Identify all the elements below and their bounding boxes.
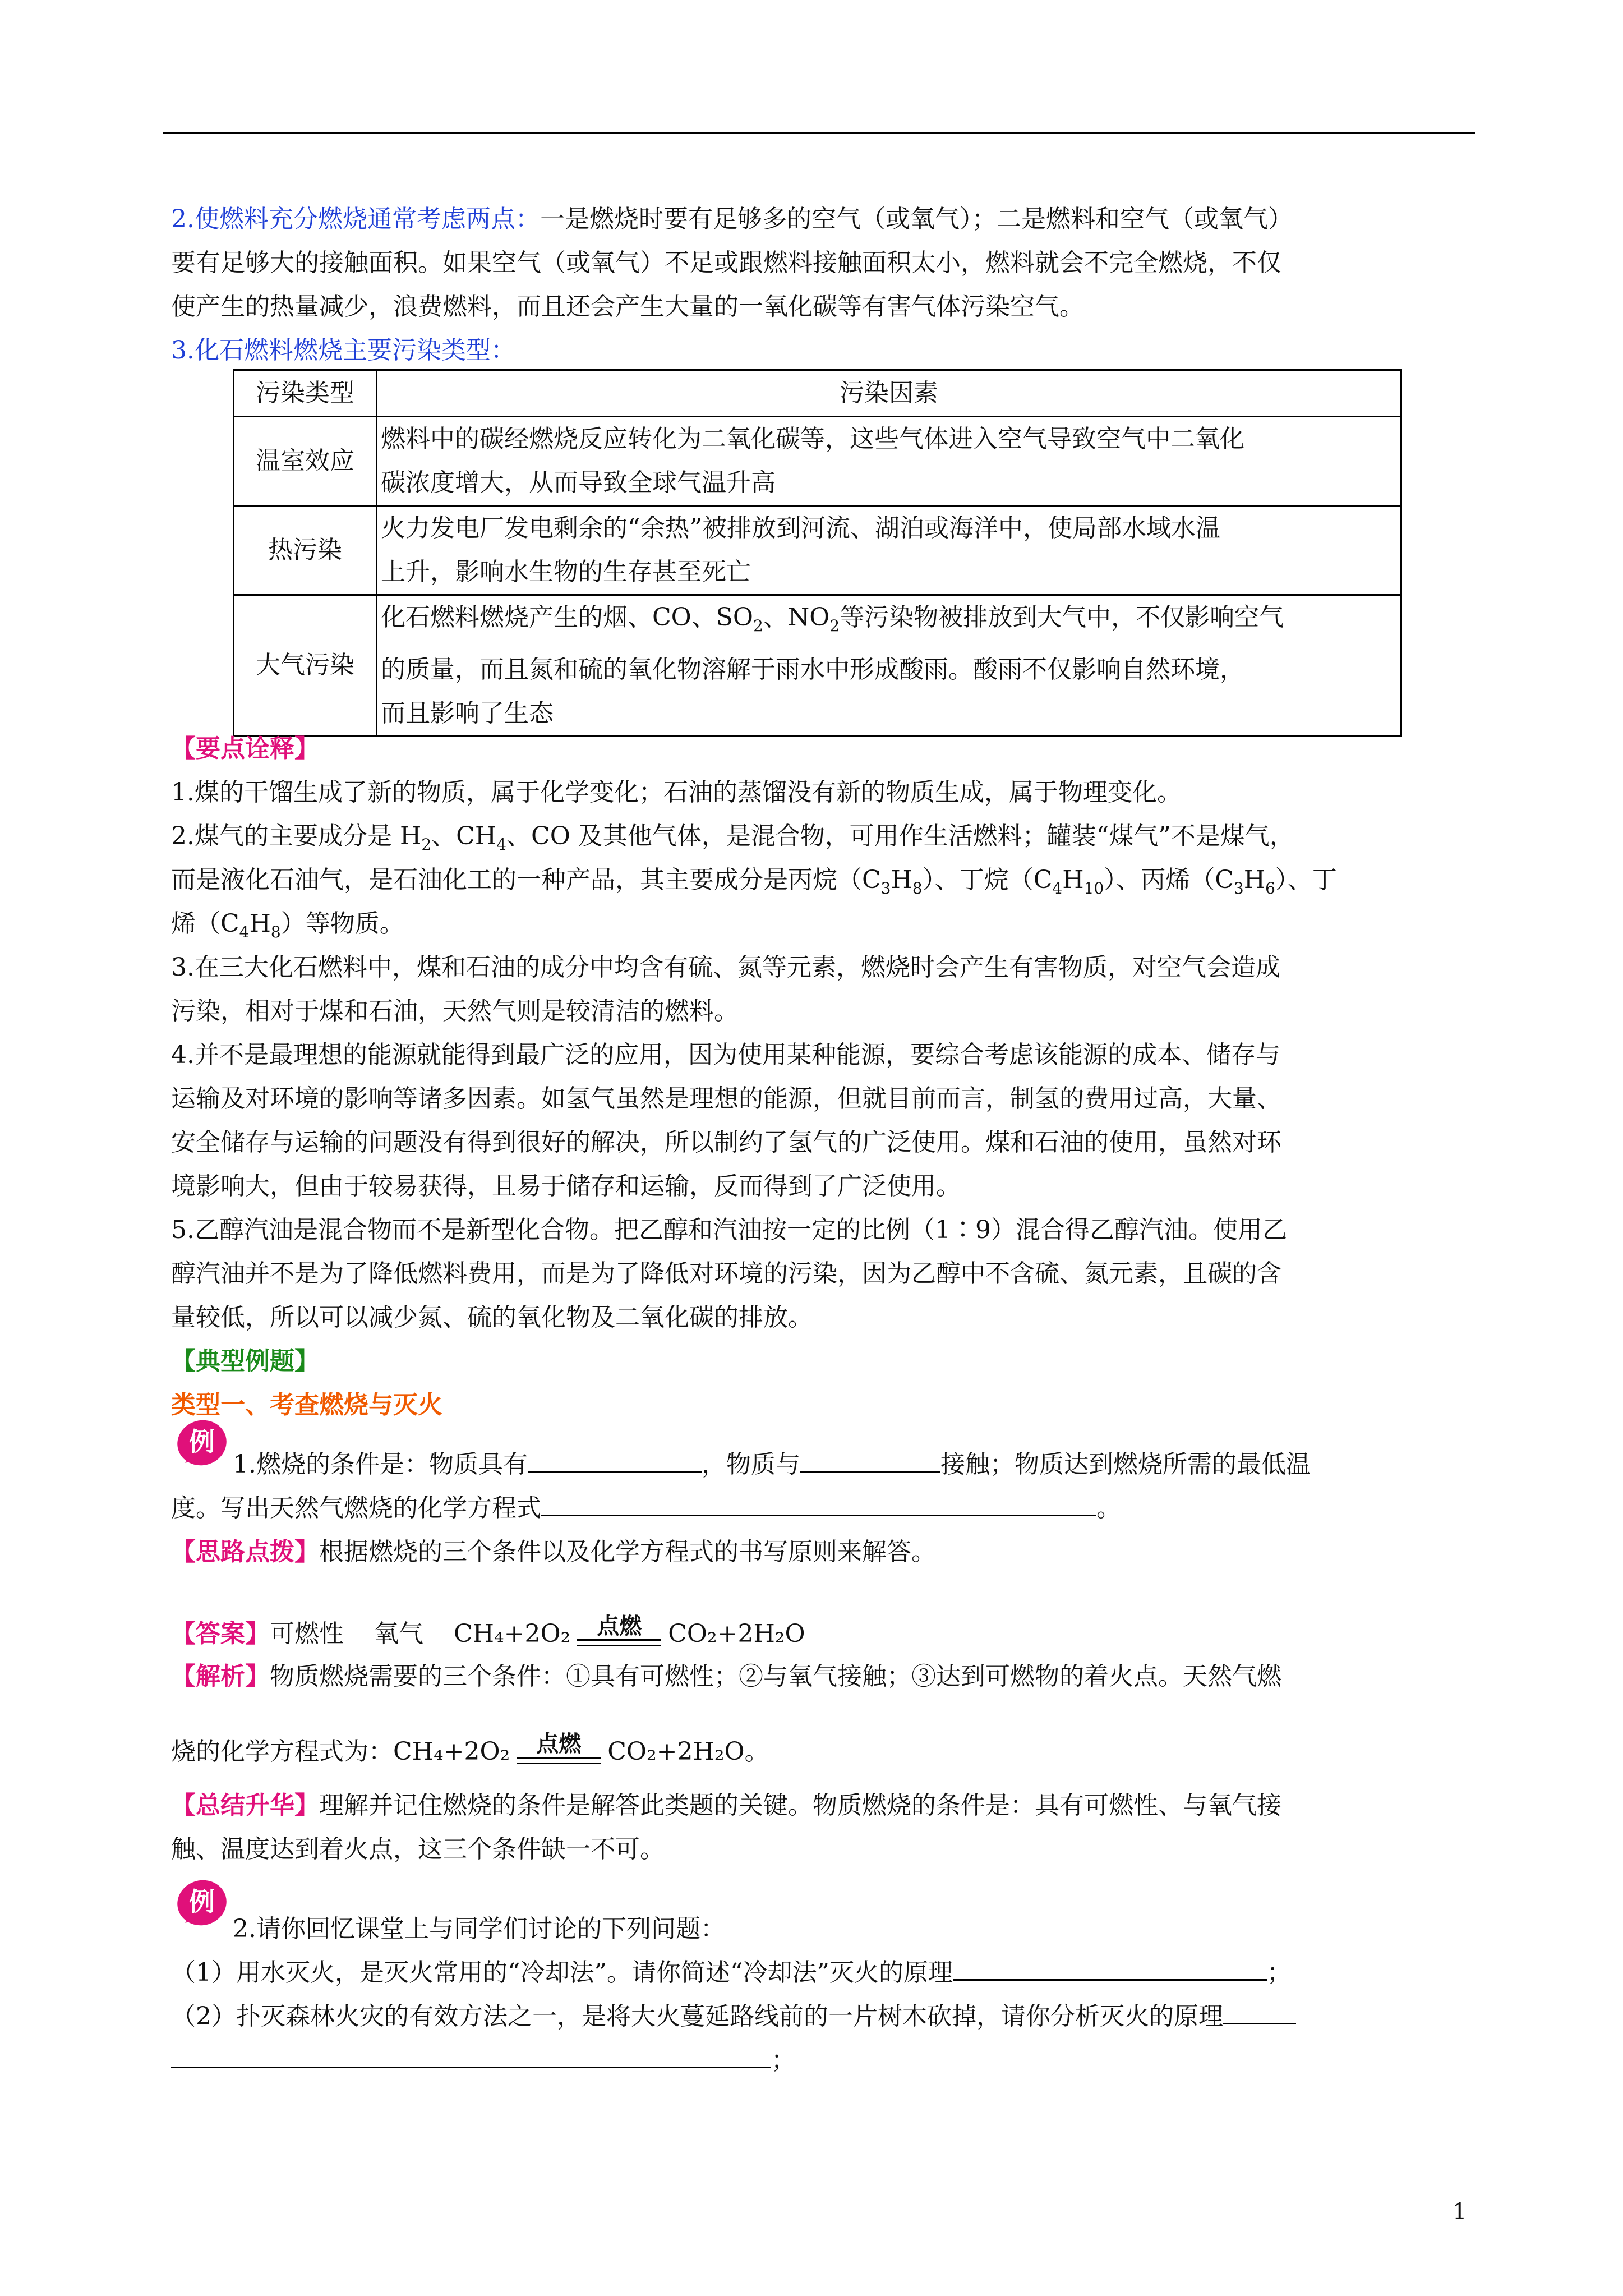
hint-text: 根据燃烧的三个条件以及化学方程式的书写原则来解答。 [319,1538,936,1566]
hint-label: 【思路点拨】 [171,1538,319,1566]
equation-arrow: 点燃 [577,1619,661,1653]
table-row [234,595,1401,737]
table-header-factor: 污染因素 [377,370,1401,417]
point2-label: 2.使燃料充分燃烧通常考虑两点： [171,205,540,233]
explain-p4-line1: 4.并不是最理想的能源就能得到最广泛的应用，因为使用某种能源，要综合考虑该能源的成本、储存与 [171,1041,1280,1069]
summary-line2: 触、温度达到着火点，这三个条件缺一不可。 [171,1835,665,1864]
table-cell-type: 大气污染 [234,595,377,737]
point2-text1: 一是燃烧时要有足够多的空气（或氧气）；二是燃料和空气（或氧气） [540,205,1293,233]
svg-text:例: 例 [189,1427,215,1457]
q2-line: 2.请你回忆课堂上与同学们讨论的下列问题： [233,1915,725,1943]
table-cell-type: 温室效应 [234,417,377,506]
cell-line: 的质量，而且氮和硫的氧化物溶解于雨水中形成酸雨。酸雨不仅影响自然环境， [381,655,1244,684]
q1-line1: 1.燃烧的条件是：物质具有 ，物质与 接触；物质达到燃烧所需的最低温 [171,1443,1478,1487]
explain-p4-line3: 安全储存与运输的问题没有得到很好的解决，所以制约了氢气的广泛使用。煤和石油的使用，虽然对环 [171,1128,1281,1157]
equation-right: CO₂+2H₂O [668,1619,805,1648]
cell-line: 碳浓度增大，从而导致全球气温升高 [381,468,776,497]
table-cell-type: 热污染 [234,506,377,595]
explain-p3-line1: 3.在三大化石燃料中，煤和石油的成分中均含有硫、氮等元素，燃烧时会产生有害物质，对空气会造成 [171,953,1280,982]
explain-p4-line2: 运输及对环境的影响等诸多因素。如氢气虽然是理想的能源，但就目前而言，制氢的费用过高，大量、 [171,1084,1281,1113]
cell-line: 燃料中的碳经燃烧反应转化为二氧化碳等，这些气体进入空气导致空气中二氧化 [381,425,1244,453]
equation-arrow: 点燃 [517,1737,601,1770]
pollution-table [233,369,1402,737]
table-header-type: 污染类型 [234,370,377,417]
explain-p5-line2: 醇汽油并不是为了降低燃料费用，而是为了降低对环境的污染，因为乙醇中不含硫、氮元素，且碳的含 [171,1259,1281,1288]
page-number: 1 [1453,2199,1467,2225]
table-header-row [234,370,1401,417]
cell-line: 火力发电厂发电剩余的“余热”被排放到河流、湖泊或海洋中，使局部水域水温 [381,514,1220,542]
point2-line1 [171,197,1478,241]
point2-line3: 使产生的热量减少，浪费燃料，而且还会产生大量的一氧化碳等有害气体污染空气。 [171,292,1084,321]
explain-p5-line1: 5.乙醇汽油是混合物而不是新型化合物。把乙醇和汽油按一定的比例（1∶9）混合得乙醇汽油。使用乙 [171,1216,1287,1244]
hint-line [171,1530,1478,1574]
table-cell-factor [377,595,1401,737]
summary-label: 【总结升华】 [171,1791,319,1820]
q2a-line: （1）用水灭火，是灭火常用的“冷却法”。请你简述“冷却法”灭火的原理 ； [171,1951,1478,1995]
analysis-label: 【解析】 [171,1662,270,1691]
answer-label: 【答案】 [171,1619,270,1648]
explain-p5-line3: 量较低，所以可以减少氮、硫的氧化物及二氧化碳的排放。 [171,1303,813,1332]
answer-2: 氧气 [374,1619,423,1648]
svg-text:例: 例 [189,1887,215,1917]
equation-left: CH₄+2O₂ [454,1619,571,1648]
explain-p1: 1.煤的干馏生成了新的物质，属于化学变化；石油的蒸馏没有新的物质生成，属于物理变化。 [171,778,1182,807]
q2b-line2: ； [171,2039,1478,2082]
type1-heading: 类型一、考查燃烧与灭火 [171,1391,442,1419]
cell-line: 上升，影响水生物的生存甚至死亡 [381,558,751,586]
q2b-blank1[interactable] [1223,1998,1296,2024]
summary-line1: 【总结升华】理解并记住燃烧的条件是解答此类题的关键。物质燃烧的条件是：具有可燃性、与氧气接 [171,1791,1281,1820]
explain-p2-line1: 2.煤气的主要成分是 $H_2$、$CH_4$、CO 及其他气体，是混合物，可用作生活燃料；罐装“煤气”不是煤气， [171,822,1294,854]
q1-blank2[interactable] [800,1446,940,1473]
q2b-line: （2）扑灭森林火灾的有效方法之一，是将大火蔓延路线前的一片树木砍掉，请你分析灭火的原理 [171,1995,1478,2039]
table-cell-factor [377,506,1401,595]
q1-blank1[interactable] [528,1446,702,1473]
q2b-blank2[interactable] [171,2042,771,2068]
cell-line: 而且影响了生态 [381,698,554,728]
cell-line: 化石燃料燃烧产生的烟、CO、$SO_2$、$NO_2$等污染物被排放到大气中，不仅影响空气 [381,603,1284,635]
explain-p2-line3: 烯$(C_4H_8)$等物质。 [171,909,404,941]
answer-1: 可燃性 [270,1619,344,1648]
point2-line2: 要有足够大的接触面积。如果空气（或氧气）不足或跟燃料接触面积太小，燃料就会不完全燃烧，不仅 [171,249,1281,277]
analysis-line1: 【解析】物质燃烧需要的三个条件：①具有可燃性；②与氧气接触；③达到可燃物的着火点。天然气燃 [171,1662,1281,1691]
table-cell-factor [377,417,1401,506]
answer-line [171,1609,1478,1659]
explain-p3-line2: 污染，相对于煤和石油，天然气则是较清洁的燃料。 [171,997,739,1025]
table-row [234,506,1401,595]
q1-blank3[interactable] [541,1490,1096,1516]
q2a-blank[interactable] [953,1954,1267,1981]
point3-label: 3.化石燃料燃烧主要污染类型： [171,336,515,365]
examples-heading: 【典型例题】 [171,1347,319,1375]
header-rule [163,132,1475,134]
explain-heading: 【要点诠释】 [171,734,319,763]
explain-p2-line2: 而是液化石油气，是石油化工的一种产品，其主要成分是丙烷$(C_3H_8)$、丁烷$(C_4H_{10})$、丙烯$(C_3H_6)$、丁 [171,866,1337,898]
table-row [234,417,1401,506]
q1-line2: 度。写出天然气燃烧的化学方程式 。 [171,1487,1478,1530]
explain-p4-line4: 境影响大，但由于较易获得，且易于储存和运输，反而得到了广泛使用。 [171,1172,961,1200]
analysis-line2: 烧的化学方程式为：CH₄+2O₂ 点燃 CO₂+2H₂O。 [171,1727,1478,1777]
